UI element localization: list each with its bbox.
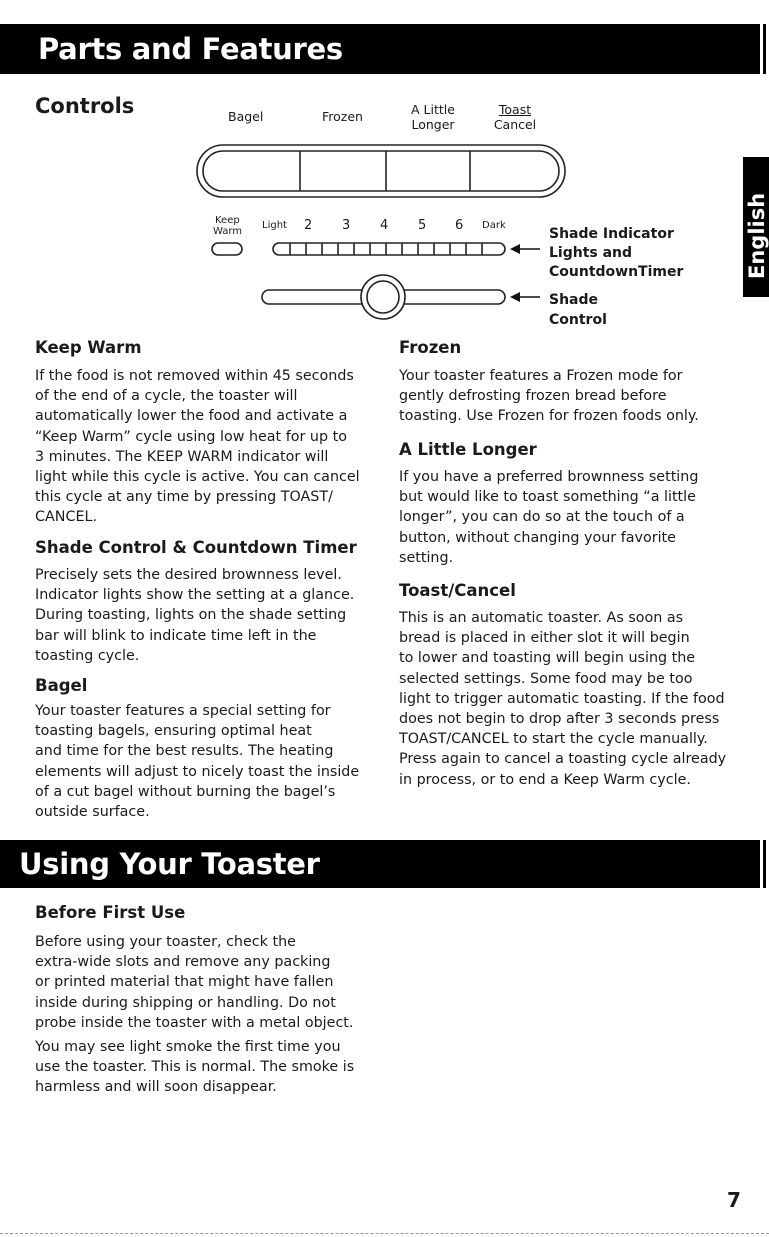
- callout-shade-indicator-3: CountdownTimer: [549, 264, 684, 280]
- text-line: Before using your toaster, check the: [35, 934, 296, 950]
- text-line: This is an automatic toaster. As soon as: [399, 610, 684, 626]
- shade-scale-3: 3: [342, 218, 351, 233]
- a-little-longer-text: [399, 467, 698, 568]
- text-line: toasting cycle.: [35, 647, 140, 664]
- keep-warm-label-bottom: Warm: [213, 226, 243, 237]
- label-a-little: A Little: [411, 102, 455, 117]
- text-line: to lower and toasting will begin using the: [399, 650, 696, 667]
- text-line: but would like to toast something “a little: [399, 489, 696, 506]
- shade-control-text: [35, 565, 354, 666]
- before-first-use-text-1: [35, 932, 353, 1033]
- text-line: bar will blink to indicate time left in the: [35, 627, 317, 644]
- text-line: does not begin to drop after 3 seconds press: [399, 711, 720, 728]
- section-banner-using-toaster: [0, 840, 760, 888]
- heading-keep-warm: Keep Warm: [35, 338, 142, 357]
- shade-scale-dark: Dark: [482, 220, 506, 231]
- text-line: automatically lower the food and activate a: [35, 408, 348, 425]
- shade-scale-2: 2: [304, 218, 313, 233]
- text-line: If the food is not removed within 45 seconds: [35, 368, 354, 384]
- text-line: light while this cycle is active. You can cancel: [35, 469, 360, 486]
- text-line: If you have a preferred brownness setting: [399, 469, 699, 485]
- text-line: this cycle at any time by pressing TOAST/: [35, 489, 333, 506]
- shade-scale-4: 4: [380, 218, 389, 233]
- shade-indicator-ticks: [290, 243, 482, 255]
- text-line: light to trigger automatic toasting. If the food: [399, 690, 725, 707]
- shade-scale-light: Light: [262, 220, 287, 231]
- text-line: of the end of a cycle, the toaster will: [35, 388, 298, 405]
- text-line: in process, or to end a Keep Warm cycle.: [399, 771, 691, 788]
- text-line: harmless and will soon disappear.: [35, 1079, 277, 1096]
- page-bottom-rule: [0, 1233, 769, 1234]
- controls-heading: Controls: [35, 94, 135, 118]
- frozen-text: [399, 366, 699, 427]
- label-toast: Toast: [498, 102, 532, 117]
- text-line: probe inside the toaster with a metal object.: [35, 1014, 354, 1031]
- text-line: Precisely sets the desired brownness level.: [35, 567, 342, 583]
- text-line: setting.: [399, 549, 454, 566]
- text-line: selected settings. Some food may be too: [399, 670, 693, 687]
- label-frozen: Frozen: [322, 109, 363, 124]
- button-row-inner: [203, 151, 559, 191]
- label-bagel: Bagel: [228, 109, 264, 124]
- text-line: outside surface.: [35, 804, 150, 821]
- callout-shade-control-2: Control: [549, 312, 607, 328]
- keep-warm-text: [35, 366, 360, 528]
- heading-toast-cancel: Toast/Cancel: [399, 581, 516, 600]
- banner-edge-mark: [763, 840, 766, 888]
- text-line: You may see light smoke the first time you: [35, 1039, 341, 1055]
- text-line: Indicator lights show the setting at a glance.: [35, 587, 355, 604]
- heading-bagel: Bagel: [35, 676, 88, 695]
- text-line: or printed material that might have fallen: [35, 974, 334, 991]
- keep-warm-label-top: Keep: [215, 215, 240, 226]
- callout-arrows: [510, 244, 540, 302]
- text-line: elements will adjust to nicely toast the inside: [35, 763, 360, 780]
- bagel-text: [35, 701, 359, 822]
- text-line: TOAST/CANCEL to start the cycle manually.: [399, 731, 708, 748]
- text-line: toasting. Use Frozen for frozen foods only.: [399, 408, 699, 425]
- text-line: Your toaster features a Frozen mode for: [399, 368, 683, 384]
- heading-a-little-longer: A Little Longer: [399, 440, 537, 459]
- shade-indicator-bar: [273, 243, 505, 255]
- text-line: longer”, you can do so at the touch of a: [399, 509, 685, 526]
- callout-shade-control-1: Shade: [549, 292, 599, 308]
- shade-scale-5: 5: [418, 218, 427, 233]
- heading-before-first-use: Before First Use: [35, 903, 186, 922]
- text-line: toasting bagels, ensuring optimal heat: [35, 723, 312, 740]
- text-line: and time for the best results. The heating: [35, 743, 334, 760]
- language-tab-label: English: [745, 192, 769, 279]
- heading-shade-control: Shade Control & Countdown Timer: [35, 538, 357, 557]
- banner-title: Using Your Toaster: [19, 847, 320, 881]
- text-line: of a cut bagel without burning the bagel’s: [35, 783, 336, 800]
- text-line: gently defrosting frozen bread before: [399, 388, 667, 405]
- text-line: extra-wide slots and remove any packing: [35, 954, 331, 971]
- shade-scale-6: 6: [455, 218, 464, 233]
- keep-warm-indicator: [212, 243, 242, 255]
- heading-frozen: Frozen: [399, 338, 462, 357]
- text-line: Press again to cancel a toasting cycle already: [399, 751, 727, 768]
- text-line: button, without changing your favorite: [399, 529, 676, 546]
- text-line: “Keep Warm” cycle using low heat for up to: [35, 428, 347, 445]
- text-line: 3 minutes. The KEEP WARM indicator will: [35, 448, 329, 465]
- label-longer: Longer: [411, 117, 455, 132]
- text-line: bread is placed in either slot it will begin: [399, 630, 690, 647]
- callout-shade-indicator-2: Lights and: [549, 245, 633, 261]
- before-first-use-text-2: [35, 1037, 354, 1098]
- banner-title: Parts and Features: [38, 32, 343, 66]
- text-line: use the toaster. This is normal. The smoke is: [35, 1059, 355, 1076]
- page-number: 7: [727, 1188, 741, 1212]
- text-line: Your toaster features a special setting for: [35, 703, 331, 719]
- button-row-outline: [197, 145, 565, 197]
- text-line: During toasting, lights on the shade setting: [35, 607, 347, 624]
- callout-shade-indicator-1: Shade Indicator: [549, 226, 674, 242]
- text-line: CANCEL.: [35, 509, 97, 526]
- control-panel-illustration: [0, 0, 769, 340]
- text-line: inside during shipping or handling. Do not: [35, 994, 336, 1011]
- toast-cancel-text: [399, 608, 726, 790]
- label-cancel: Cancel: [493, 117, 537, 132]
